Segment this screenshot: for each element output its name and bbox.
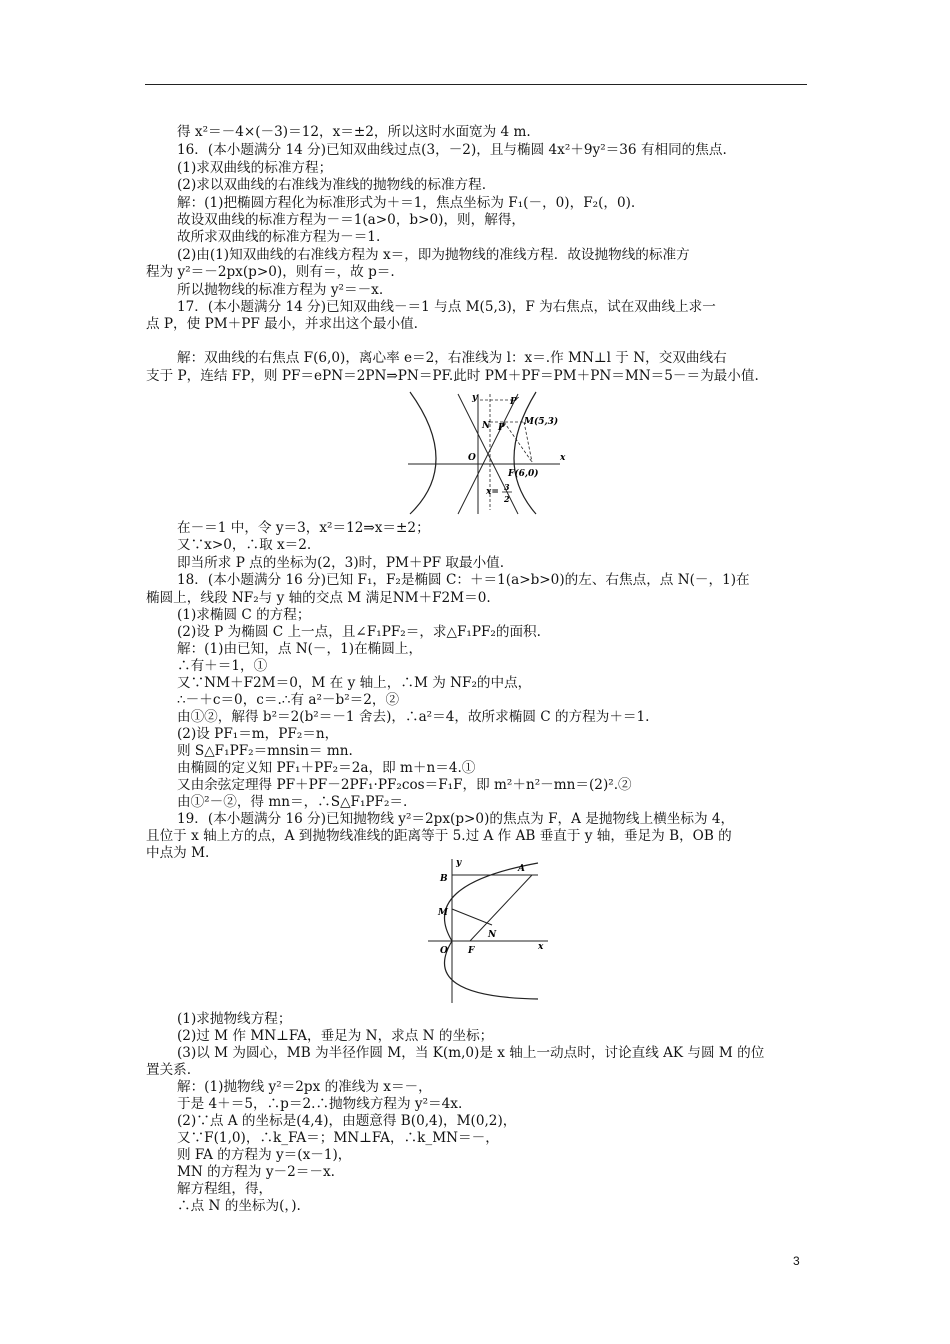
text-line: (2)求以双曲线的右准线为准线的抛物线的标准方程. <box>177 177 487 193</box>
text-line: 椭圆上，线段 NF₂与 y 轴的交点 M 满足NM＋F2M＝0. <box>146 590 491 606</box>
label-o: O <box>468 453 476 463</box>
text-line: 即当所求 P 点的坐标为(2，3)时，PM＋PF 取最小值. <box>177 555 505 571</box>
segment-mn <box>452 909 492 925</box>
text-line: 解：(1)把椭圆方程化为标准形式为＋＝1，焦点坐标为 F₁(－，0)，F₂(，0). <box>177 195 636 211</box>
text-line: (2)由(1)知双曲线的右准线方程为 x＝，即为抛物线的准线方程．故设抛物线的标准方 <box>177 247 690 263</box>
text-line: (1)求椭圆 C 的方程； <box>177 607 311 623</box>
label-p-prime: P′ <box>510 397 520 407</box>
label-y: y <box>472 393 478 403</box>
text-line: 得 x²＝－4×(－3)＝12，x＝±2，所以这时水面宽为 4 m. <box>177 124 531 140</box>
text-line: 且位于 x 轴上方的点，A 到抛物线准线的距离等于 5.过 A 作 AB 垂直于 y 轴，垂足为 B，OB 的 <box>146 828 732 844</box>
label-p: P <box>498 423 505 433</box>
label-two: 2 <box>504 494 510 504</box>
label-m: M(5,3) <box>524 417 559 427</box>
left-branch <box>410 392 436 514</box>
text-line: 中点为 M. <box>146 845 210 861</box>
text-line: ∴－＋c＝0，c＝.∴有 a²－b²＝2，② <box>177 692 400 708</box>
text-line: 18．(本小题满分 16 分)已知 F₁，F₂是椭圆 C：＋＝1(a>b>0)的左、右焦点，点 N(－，1)在 <box>177 572 750 588</box>
text-line: 17．(本小题满分 14 分)已知双曲线－＝1 与点 M(5,3)，F 为右焦点，试在双曲线上求一 <box>177 299 716 315</box>
text-line: 16．(本小题满分 14 分)已知双曲线过点(3，－2)，且与椭圆 4x²＋9y²＝36 有相同的焦点. <box>177 142 727 158</box>
header-rule <box>145 84 807 85</box>
text-line: (3)以 M 为圆心，MB 为半径作圆 M，当 K(m,0)是 x 轴上一动点时，讨论直线 AK 与圆 M 的位 <box>177 1045 765 1061</box>
label-f: F <box>468 946 475 956</box>
text-line: 置关系. <box>146 1062 192 1078</box>
text-line: 解：双曲线的右焦点 F(6,0)，离心率 e＝2，右准线为 l：x＝.作 MN⊥l 于 N，交双曲线右 <box>177 350 727 366</box>
text-line: 在－＝1 中，令 y＝3，x²＝12⇒x＝±2； <box>177 520 430 536</box>
parabola-figure <box>420 855 554 1005</box>
text-line: (2)过 M 作 MN⊥FA，垂足为 N，求点 N 的坐标； <box>177 1028 494 1044</box>
text-line: 又∵x>0，∴取 x＝2. <box>177 537 312 553</box>
text-line: ∴点 N 的坐标为(，). <box>177 1198 301 1214</box>
label-three: 3 <box>504 482 510 492</box>
text-line: 支于 P，连结 FP，则 PF＝ePN＝2PN⇒PN＝PF.此时 PM＋PF＝PM＋PN＝MN＝5－＝为最小值. <box>146 368 759 384</box>
label-a: A <box>518 864 525 874</box>
label-n: N <box>488 930 497 940</box>
label-directrix: x= <box>486 487 499 497</box>
text-line: (2)设 PF₁＝m，PF₂＝n， <box>177 726 339 742</box>
text-line: 则 FA 的方程为 y＝(x－1)， <box>177 1147 352 1163</box>
label-x: x <box>538 942 544 952</box>
text-line: 解方程组，得， <box>177 1181 273 1197</box>
hyperbola-figure <box>400 390 570 516</box>
text-line: 又由余弦定理得 PF＋PF－2PF₁·PF₂cos＝F₁F，即 m²＋n²－mn＝(2)².② <box>177 777 632 793</box>
label-f: F(6,0) <box>508 469 539 479</box>
text-line: MN 的方程为 y－2＝－x. <box>177 1164 335 1180</box>
page-number: 3 <box>793 1254 800 1268</box>
text-line: 由椭圆的定义知 PF₁＋PF₂＝2a，即 m＋n＝4.① <box>177 760 476 776</box>
right-branch <box>514 392 536 514</box>
text-line: 又∵NM＋F2M＝0，M 在 y 轴上，∴M 为 NF₂的中点， <box>177 675 532 691</box>
label-o: O <box>440 946 448 956</box>
label-x: x <box>560 453 566 463</box>
text-line: (2)设 P 为椭圆 C 上一点，且∠F₁PF₂＝，求△F₁PF₂的面积. <box>177 624 541 640</box>
text-line: 故设双曲线的标准方程为－＝1(a>0，b>0)，则，解得， <box>177 212 526 228</box>
text-line: 程为 y²＝－2px(p>0)，则有＝，故 p＝. <box>146 264 395 280</box>
text-line: 又∵F(1,0)，∴k_FA＝；MN⊥FA，∴k_MN＝－， <box>177 1130 499 1146</box>
text-line: 则 S△F₁PF₂＝mnsin＝ mn. <box>177 743 353 759</box>
text-line: ∴有＋＝1，① <box>177 658 268 674</box>
text-line: 所以抛物线的标准方程为 y²＝－x. <box>177 282 384 298</box>
label-n: N <box>482 421 491 431</box>
text-line: 于是 4＋＝5，∴p＝2.∴抛物线方程为 y²＝4x. <box>177 1096 463 1112</box>
label-m: M <box>438 908 448 918</box>
text-line: 19．(本小题满分 16 分)已知抛物线 y²＝2px(p>0)的焦点为 F，A 是抛物线上横坐标为 4， <box>177 811 735 827</box>
label-y: y <box>456 858 462 868</box>
text-line: 由①②，解得 b²＝2(b²＝－1 舍去)，∴a²＝4，故所求椭圆 C 的方程为＋＝1. <box>177 709 650 725</box>
text-line: 解：(1)抛物线 y²＝2px 的准线为 x＝－， <box>177 1079 432 1095</box>
text-line: 解：(1)由已知，点 N(－，1)在椭圆上， <box>177 641 423 657</box>
text-line: (1)求抛物线方程； <box>177 1011 292 1027</box>
text-line: (1)求双曲线的标准方程； <box>177 160 333 176</box>
label-b: B <box>440 874 448 884</box>
text-line: 点 P，使 PM＋PF 最小，并求出这个最小值. <box>146 316 418 332</box>
text-line: (2)∵点 A 的坐标是(4,4)，由题意得 B(0,4)，M(0,2)， <box>177 1113 517 1129</box>
text-line: 故所求双曲线的标准方程为－＝1. <box>177 229 381 245</box>
segment-fa <box>470 875 532 941</box>
text-line: 由①²－②，得 mn＝，∴S△F₁PF₂＝. <box>177 794 408 810</box>
